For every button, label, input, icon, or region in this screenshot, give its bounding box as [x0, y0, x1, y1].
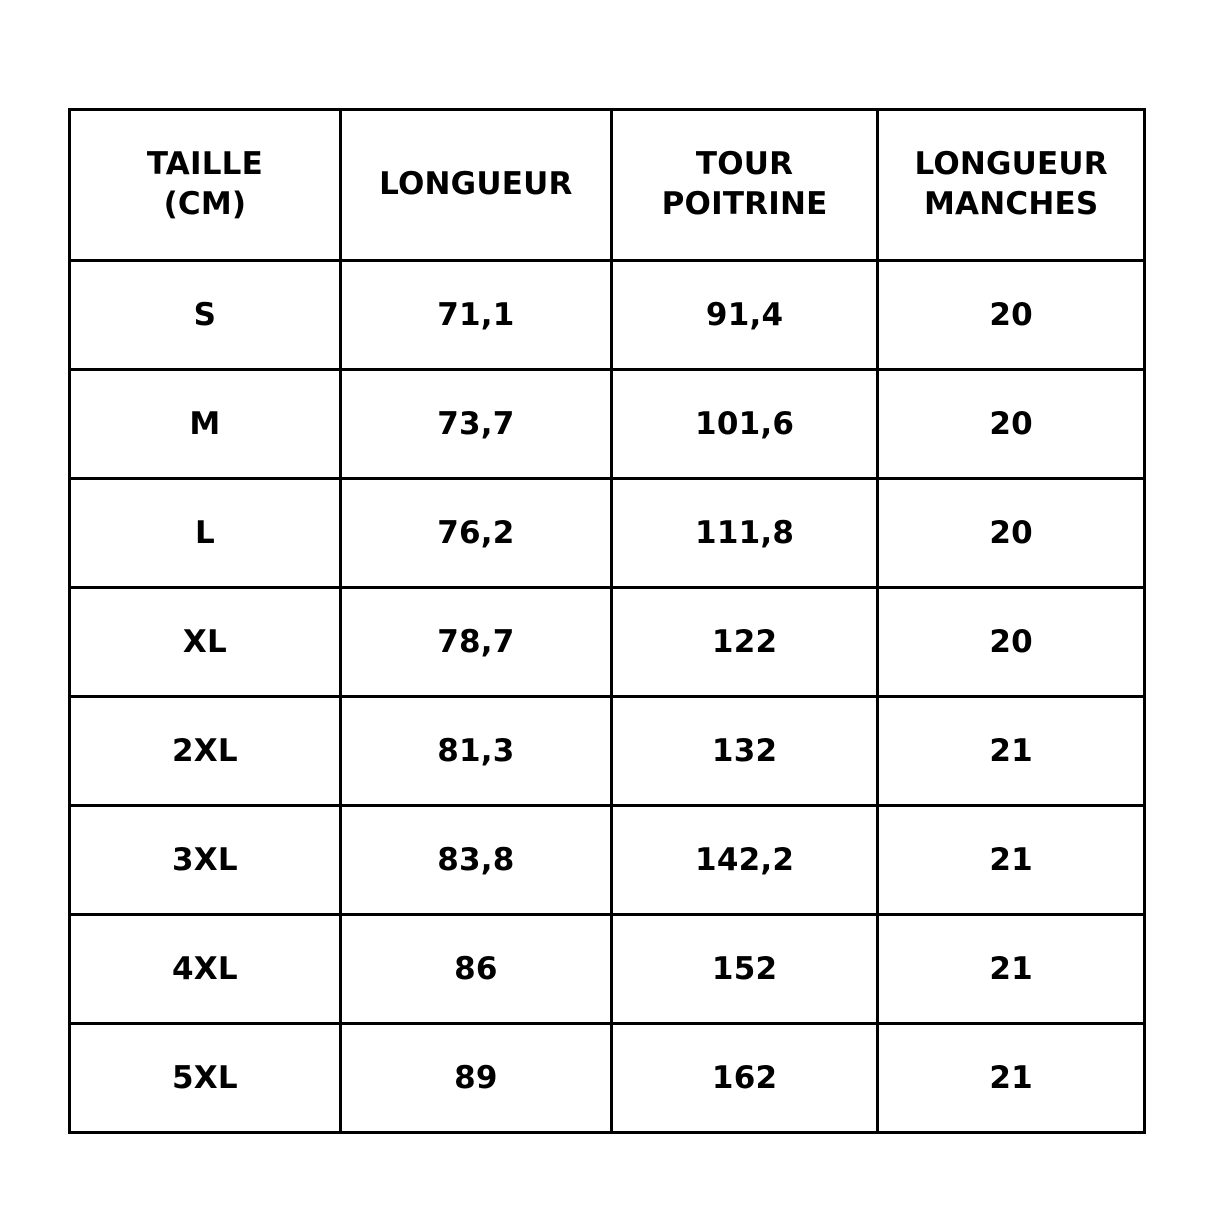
cell-size: M: [70, 370, 341, 479]
cell-tour-poitrine: 122: [611, 588, 878, 697]
table-row: [70, 1024, 1145, 1133]
table-row: [70, 588, 1145, 697]
column-header-longueur-manches: [878, 110, 1145, 261]
column-header-tour-poitrine-line2: POITRINE: [661, 186, 828, 222]
cell-longueur: 83,8: [340, 806, 611, 915]
cell-longueur-manches: 20: [878, 479, 1145, 588]
cell-longueur-manches: 21: [878, 1024, 1145, 1133]
cell-size: 4XL: [70, 915, 341, 1024]
table-row: [70, 806, 1145, 915]
cell-tour-poitrine: 91,4: [611, 261, 878, 370]
table-body: [70, 261, 1145, 1133]
column-header-tour-poitrine: [611, 110, 878, 261]
header-row: [70, 110, 1145, 261]
cell-longueur: 86: [340, 915, 611, 1024]
column-header-tour-poitrine-line1: TOUR: [695, 146, 794, 183]
cell-tour-poitrine: 142,2: [611, 806, 878, 915]
column-header-longueur-manches-line1: LONGUEUR: [914, 146, 1108, 183]
cell-longueur: 73,7: [340, 370, 611, 479]
cell-longueur-manches: 21: [878, 697, 1145, 806]
cell-size: XL: [70, 588, 341, 697]
cell-tour-poitrine: 111,8: [611, 479, 878, 588]
column-header-taille-line2: (CM): [163, 186, 247, 222]
cell-size: S: [70, 261, 341, 370]
cell-longueur-manches: 20: [878, 261, 1145, 370]
table-row: [70, 261, 1145, 370]
cell-longueur: 71,1: [340, 261, 611, 370]
size-chart-table-wrapper: [68, 108, 1146, 1108]
cell-longueur: 76,2: [340, 479, 611, 588]
column-header-longueur-line1: LONGUEUR: [379, 166, 573, 203]
table-row: [70, 697, 1145, 806]
cell-longueur: 81,3: [340, 697, 611, 806]
cell-size: 2XL: [70, 697, 341, 806]
cell-tour-poitrine: 132: [611, 697, 878, 806]
table-row: [70, 915, 1145, 1024]
column-header-longueur: [340, 110, 611, 261]
cell-longueur-manches: 21: [878, 806, 1145, 915]
column-header-longueur-manches-line2: MANCHES: [923, 186, 1099, 222]
cell-size: 5XL: [70, 1024, 341, 1133]
table-header: [70, 110, 1145, 261]
cell-longueur: 78,7: [340, 588, 611, 697]
cell-tour-poitrine: 162: [611, 1024, 878, 1133]
cell-longueur-manches: 21: [878, 915, 1145, 1024]
column-header-taille-line1: TAILLE: [146, 146, 264, 183]
cell-tour-poitrine: 101,6: [611, 370, 878, 479]
table-row: [70, 479, 1145, 588]
column-header-taille: [70, 110, 341, 261]
cell-longueur: 89: [340, 1024, 611, 1133]
cell-longueur-manches: 20: [878, 588, 1145, 697]
table-row: [70, 370, 1145, 479]
cell-longueur-manches: 20: [878, 370, 1145, 479]
size-chart-table: [68, 108, 1146, 1134]
cell-size: 3XL: [70, 806, 341, 915]
cell-size: L: [70, 479, 341, 588]
cell-tour-poitrine: 152: [611, 915, 878, 1024]
